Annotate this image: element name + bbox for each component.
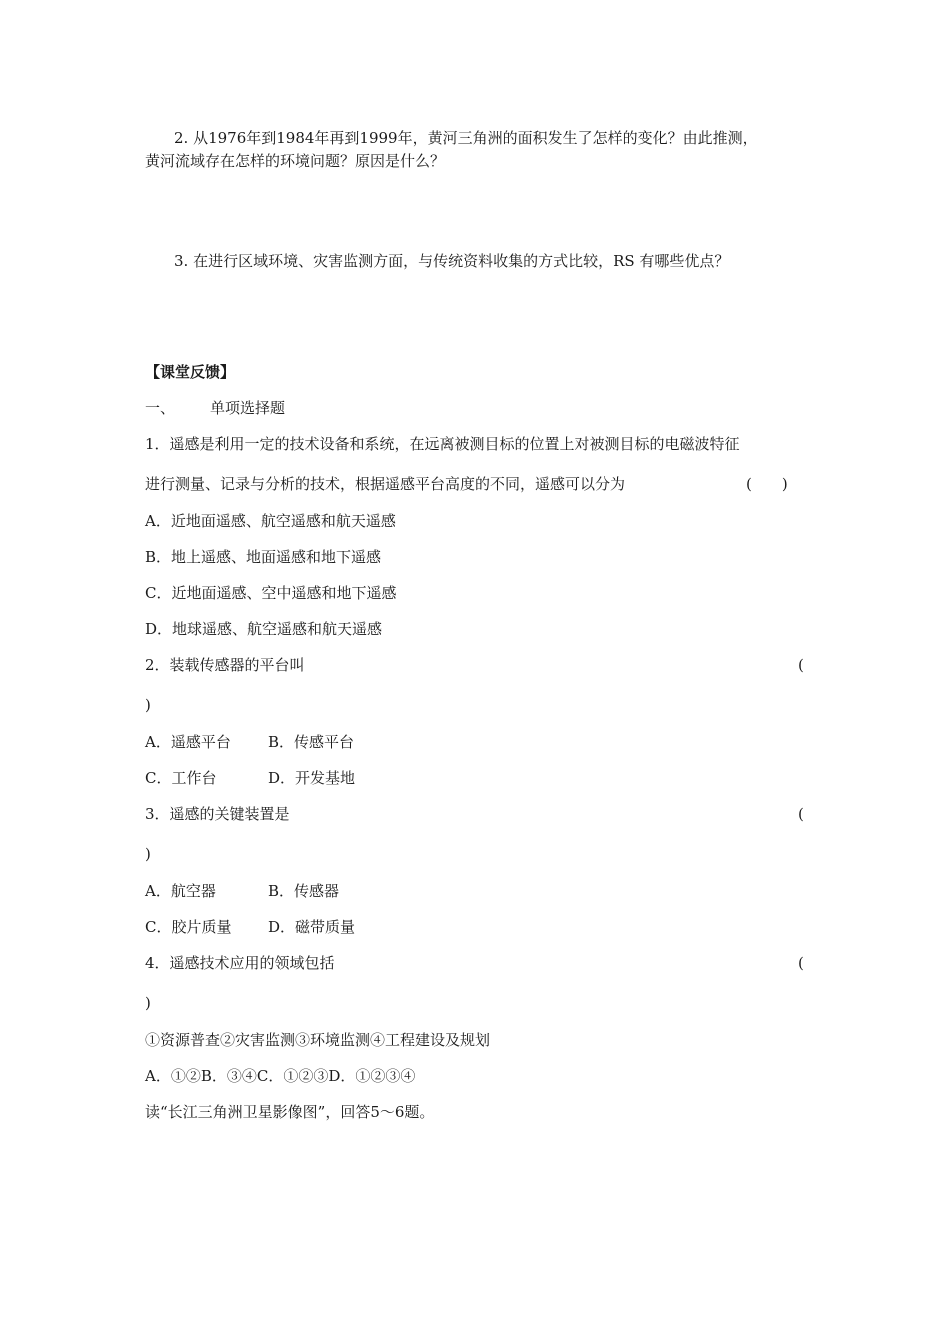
q1-option-c: C．近地面遥感、空中遥感和地下遥感 [145,584,397,602]
section-number: 一、 [145,399,176,417]
q3-option-b: B．传感器 [268,882,340,900]
q2-option-a: A．遥感平台 [145,733,231,751]
q2-bracket-open: ( [798,656,804,674]
feedback-heading: 【课堂反馈】 [145,363,236,381]
q1-option-d: D．地球遥感、航空遥感和航天遥感 [145,620,383,638]
q3-option-d: D．磁带质量 [268,918,356,936]
q4-items: ①资源普查②灾害监测③环境监测④工程建设及规划 [145,1031,491,1049]
q1-option-a: A．近地面遥感、航空遥感和航天遥感 [145,512,396,530]
q3-option-a: A．航空器 [145,882,216,900]
q2-option-d: D．开发基地 [268,769,356,787]
q1-stem-line2: 进行测量、记录与分析的技术，根据遥感平台高度的不同，遥感可以分为 [145,475,626,493]
discussion-q3: 3. 在进行区域环境、灾害监测方面，与传统资料收集的方式比较，RS 有哪些优点？ [174,252,730,270]
q1-answer-bracket: ( ) [746,475,788,493]
q2-option-b: B．传感平台 [268,733,355,751]
q3-bracket-close: ) [145,845,151,863]
section-title: 单项选择题 [210,399,286,417]
q1-option-b: B．地上遥感、地面遥感和地下遥感 [145,548,382,566]
q4-options: A．①②B．③④C．①②③D．①②③④ [145,1067,416,1085]
q4-bracket-close: ) [145,994,151,1012]
q3-bracket-open: ( [798,805,804,823]
discussion-q2-line1: 2. 从1976年到1984年再到1999年，黄河三角洲的面积发生了怎样的变化？由此推测， [174,129,758,147]
discussion-q2-line2: 黄河流域存在怎样的环境问题？原因是什么？ [145,152,446,170]
q1-stem-line1: 1．遥感是利用一定的技术设备和系统，在远离被测目标的位置上对被测目标的电磁波特征 [145,435,740,453]
read-instruction: 读“长江三角洲卫星影像图”，回答5～6题。 [145,1103,435,1121]
q4-bracket-open: ( [798,954,804,972]
q3-stem: 3．遥感的关键装置是 [145,805,290,823]
q4-stem: 4．遥感技术应用的领域包括 [145,954,335,972]
q2-option-c: C．工作台 [145,769,217,787]
q2-stem: 2．装载传感器的平台叫 [145,656,305,674]
q2-bracket-close: ) [145,696,151,714]
q3-option-c: C．胶片质量 [145,918,232,936]
